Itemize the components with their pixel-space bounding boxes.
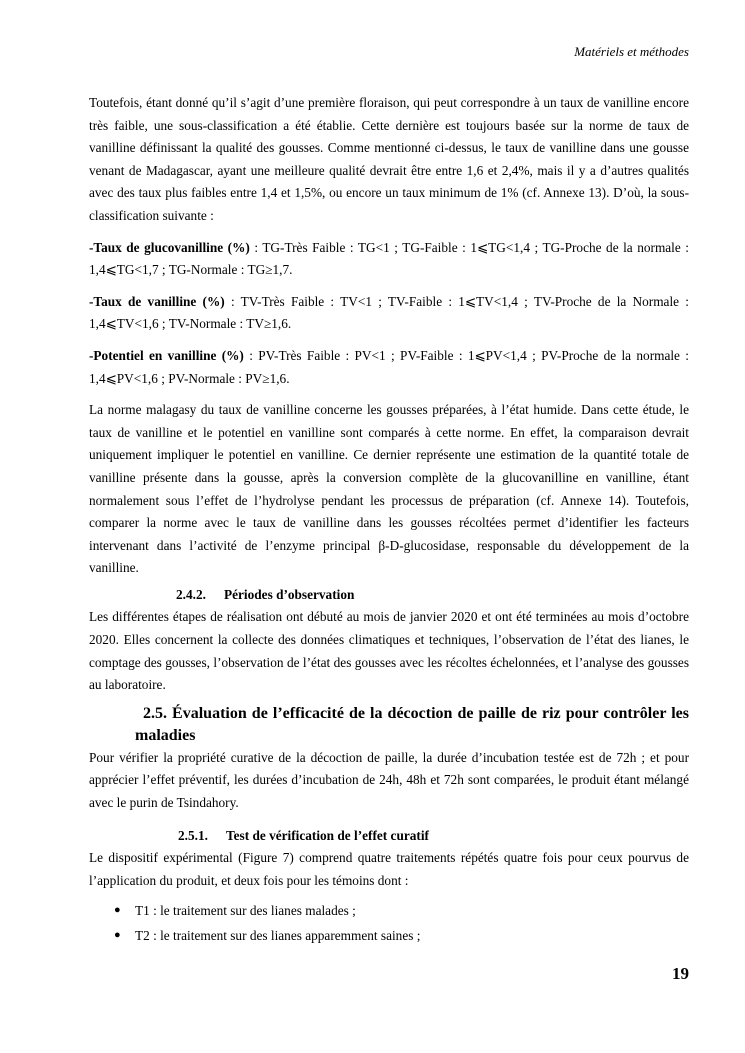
bullet-icon: ● [114,904,121,917]
running-header: Matériels et méthodes [574,44,689,59]
heading-2-5-1-number: 2.5.1. [178,827,208,843]
page-content [89,92,689,948]
heading-2-5-1-title: Test de vérification de l’effet curatif [226,827,429,843]
tv-label: -Taux de vanilline (%) [89,293,225,309]
list-item-text: T1 : le traitement sur des lianes malades ; [135,903,356,919]
page-number: 19 [672,964,689,983]
pv-label: -Potentiel en vanilline (%) [89,347,244,363]
list-item-text: T2 : le traitement sur des lianes apparemment saines ; [135,928,421,944]
paragraph-tv [89,291,689,336]
tg-text: : TG-Très Faible : TG<1 ; TG-Faible : 1⩽TG<1,4 ; TG-Proche de la normale : 1,4⩽TG<1,7 ; TG-Normale : TG≥1,7. [89,239,689,278]
list-item [89,923,689,948]
paragraph-norme: La norme malagasy du taux de vanilline concerne les gousses préparées, à l’état humide. Dans cette étude, le taux de vanilline et le potentiel en vanilline sont comparés à cette norme. En effet, la comparaison devrait uniquement impliquer le potentiel en vanilline. Ce dernier représente une estimation de la quantité totale de vanilline présente dans la gousse, après la conversion complète de la glucovanilline en vanilline, étant normalement sous l’effet de l’hydrolyse pendant les processus de préparation (cf. Annexe 14). Toutefois, comparer la norme avec le taux de vanilline dans les gousses récoltées permet d’identifier les facteurs intervenant dans l’activité de l’enzyme principal β-D-glucosidase, responsable du développement de la vanilline. [89,402,689,576]
tg-label: -Taux de glucovanilline (%) [89,239,250,255]
heading-2-4-2-title: Périodes d’observation [224,586,355,602]
treatment-list [89,898,689,948]
tv-text: : TV-Très Faible : TV<1 ; TV-Faible : 1⩽TV<1,4 ; TV-Proche de la Normale : 1,4⩽TV<1,6 ; TV-Normale : TV≥1,6. [89,293,689,332]
paragraph-periodes: Les différentes étapes de réalisation ont débuté au mois de janvier 2020 et ont été terminées au mois d’octobre 2020. Elles concernent la collecte des données climatiques et techniques, l’observation de l’état des lianes, le comptage des gousses, l’observation de l’état des gousses avec les récoltes échelonnées, et l’analyse des gousses au laboratoire. [89,609,689,693]
paragraph-subclassification: Toutefois, étant donné qu’il s’agit d’une première floraison, qui peut correspondre à un taux de vanilline encore très faible, une sous-classification a été établie. Cette dernière est toujours basée sur la norme de taux de vanilline définissant la qualité des gousses. Comme mentionné ci-dessus, le taux de vanilline dans une gousse venant de Madagascar, ayant une meilleure qualité devrait être entre 1,6 et 2,4%, mais il y a d’autres qualités avec des taux plus faibles entre 1,4 et 1,5%, ou encore un taux minimum de 1% (cf. Annexe 13). D’où, la sous-classification suivante : [89,95,689,223]
heading-2-5: 2.5. Évaluation de l’efficacité de la décoction de paille de riz pour contrôler les maladies [135,704,689,744]
heading-2-4-2-number: 2.4.2. [176,586,206,602]
bullet-icon: ● [114,929,121,942]
paragraph-verification: Pour vérifier la propriété curative de la décoction de paille, la durée d’incubation testée est de 72h ; et pour apprécier l’effet préventif, les durées d’incubation de 24h, 48h et 72h sont comparées, le produit étant mélangé avec le purin de Tsindahory. [89,749,689,811]
paragraph-tg [89,237,689,282]
list-item [89,898,689,923]
heading-2-5-1 [89,825,689,848]
paragraph-dispositif: Le dispositif expérimental (Figure 7) comprend quatre traitements répétés quatre fois pour ceux pourvus de l’application du produit, et deux fois pour les témoins dont : [89,850,689,888]
heading-2-4-2 [89,584,689,607]
paragraph-pv [89,345,689,390]
pv-text: : PV-Très Faible : PV<1 ; PV-Faible : 1⩽PV<1,4 ; PV-Proche de la normale : 1,4⩽PV<1,6 ; PV-Normale : PV≥1,6. [89,347,689,386]
